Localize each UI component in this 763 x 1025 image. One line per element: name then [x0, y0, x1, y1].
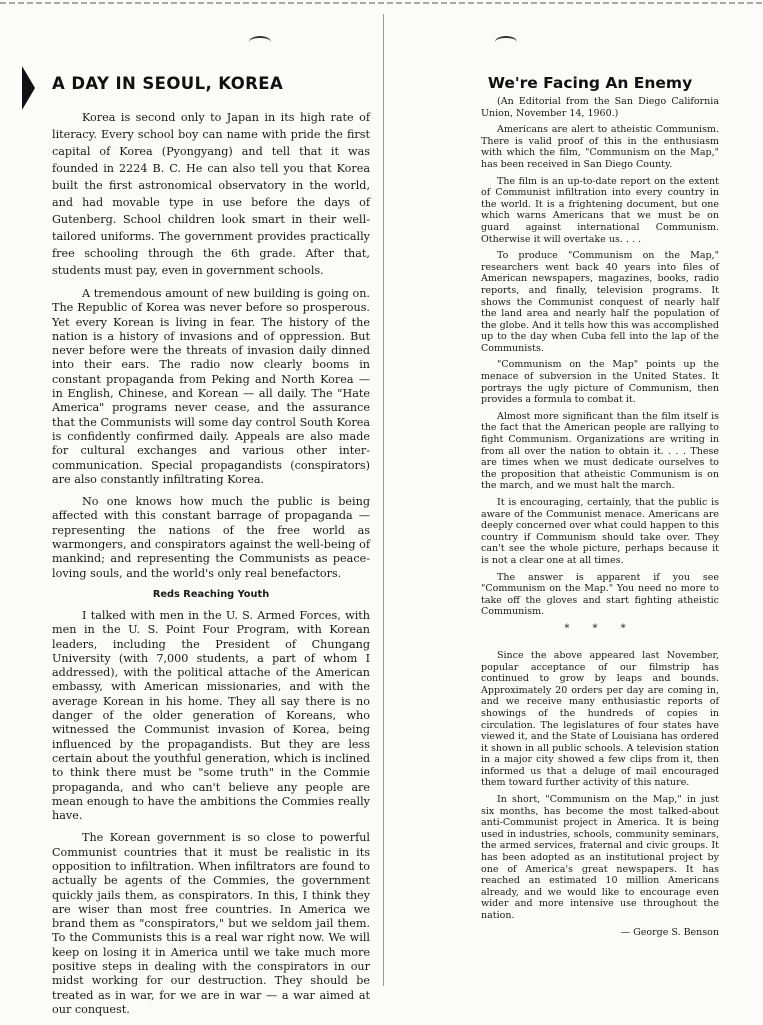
column-divider [383, 14, 384, 986]
author-signature: — George S. Benson [620, 926, 719, 938]
article-paragraph: "Communism on the Map" points up the menace of subversion in the United States. It portrays the ugly picture of Communism, then provides a formula to combat it. [481, 359, 719, 406]
article-paragraph: The Korean government is so close to powerful Communist countries that it must be realistic in its opposition to infiltration. When infiltrators are found to actually be agents of the Commies, the government quickly jails them, as conspirators. In this, I think they are wiser than most free countries. In America we brand them as "conspirators," but we seldom jail them. To the Communists this is a real war right now. We will keep on losing it in America until we take much more positive steps in dealing with the conspirators in our midst working for our destruction. They should be treated as in war, for we are in war — a war aimed at our conquest. [52, 831, 370, 1016]
article-paragraph: The film is an up-to-date report on the extent of Communist infiltration into every country in the world. It is a frightening document, but one which warns Americans that we must be on guard against international Communism. Otherwise it will overtake us. . . . [481, 175, 719, 245]
article-paragraph: It is encouraging, certainly, that the public is aware of the Communist menace. Americans are deeply concerned over what could happen to this country if Communism should take over. They can't see the whole picture, perhaps because it is not a clear one at all times. [481, 497, 719, 566]
registration-mark [249, 36, 271, 48]
article-paragraph: Almost more significant than the film itself is the fact that the American people are rallying to fight Communism. Organizations are writing in from all over the nation to obtain it. . . . These are times when we must dedicate ourselves to the proposition that atheistic Communism is on the march, and we must halt the march. [481, 410, 719, 492]
article-paragraph: I talked with men in the U. S. Armed Forces, with men in the U. S. Point Four Program, with Korean leaders, including the President of Chungang University (with 7,000 students, a part of whom I addressed), with the political attache of the American embassy, with American missionaries, and with the average Korean in his home. They all say there is no danger of the older generation of Koreans, who witnessed the Communist invasion of Korea, being influenced by the propagandists. But they are less certain about the youthful generation, which is inclined to think there must be "some truth" in the Commie propaganda, and who can't believe any people are mean enough to have the ambitions the Commies really have. [52, 608, 370, 823]
registration-mark [495, 36, 517, 48]
article-paragraph: Korea is second only to Japan in its high rate of literacy. Every school boy can name with pride the first capital of Korea (Pyongyang) and tell that it was founded in 2224 B. C. He can also tell you that Korea built the first astronomical observatory in the world, and had movable type in use before the days of Gutenberg. School children look smart in their well-tailored uniforms. The government provides practically free schooling through the 6th grade. After that, students must pay, even in government schools. [52, 111, 370, 277]
left-article-title: A DAY IN SEOUL, KOREA [52, 74, 284, 93]
article-paragraph: A tremendous amount of new building is going on. The Republic of Korea was never before so prosperous. Yet every Korean is living in fear. The history of the nation is a history of invasions and of oppression. But never before were the threats of invasion daily dinned into their ears. The radio now clearly booms in constant propaganda from Peking and North Korea — in English, Chinese, and Korean — all daily. The "Hate America" programs never cease, and the assurance that the Communists will some day control South Korea is confidently confirmed daily. Appeals are also made for cultural exchanges and various other inter-communication. Special propagandists (conspirators) are also constantly infiltrating Korea. [52, 287, 370, 486]
editorial-source: (An Editorial from the San Diego California Union, November 14, 1960.) [481, 96, 719, 119]
pointer-triangle-icon [22, 66, 35, 110]
right-article-title: We're Facing An Enemy [487, 74, 693, 92]
section-separator: * * * [564, 622, 636, 634]
article-paragraph: To produce "Communism on the Map," researchers went back 40 years into files of American newspapers, magazines, books, radio reports, and finally, television programs. It shows the Communist conquest of nearly half the land area and nearly half the population of the globe. And it tells how this was accomplished up to the day when Cuba fell into the lap of the Communists. [481, 250, 719, 354]
right-article [481, 74, 719, 938]
section-subheading: Reds Reaching Youth [152, 588, 270, 600]
article-paragraph: The answer is apparent if you see "Communism on the Map." You need no more to take off the gloves and start fighting atheistic Communism. [481, 571, 719, 618]
left-article [52, 74, 370, 1025]
article-paragraph: Americans are alert to atheistic Communism. There is valid proof of this in the enthusiasm with which the film, "Communism on the Map," has been received in San Diego County. [481, 124, 719, 170]
page-top-border [0, 2, 763, 4]
article-paragraph: Since the above appeared last November, popular acceptance of our filmstrip has continued to grow by leaps and bounds. Approximately 20 orders per day are coming in, and we receive many enthusiastic reports of showings of the hundreds of copies in circulation. The legislatures of four states have viewed it, and the State of Louisiana has ordered it shown in all public schools. A television station in a major city showed a few clips from it, then informed us that a deluge of mail encouraged them toward further activity of this nature. [481, 649, 719, 789]
article-paragraph: In short, "Communism on the Map," in just six months, has become the most talked-about anti-Communist project in America. It is being used in industries, schools, community seminars, the armed services, fraternal and civic groups. It has been adopted as an institutional project by one of America's great newspapers. It has reached an estimated 10 million Americans already, and we would like to encourage even wider and more intensive use throughout the nation. [481, 794, 719, 921]
article-paragraph: No one knows how much the public is being affected with this constant barrage of propaganda — representing the nations of the free world as warmongers, and conspirators against the well-being of mankind; and representing the Communists as peace-loving souls, and the world's only real benefactors. [52, 495, 370, 580]
